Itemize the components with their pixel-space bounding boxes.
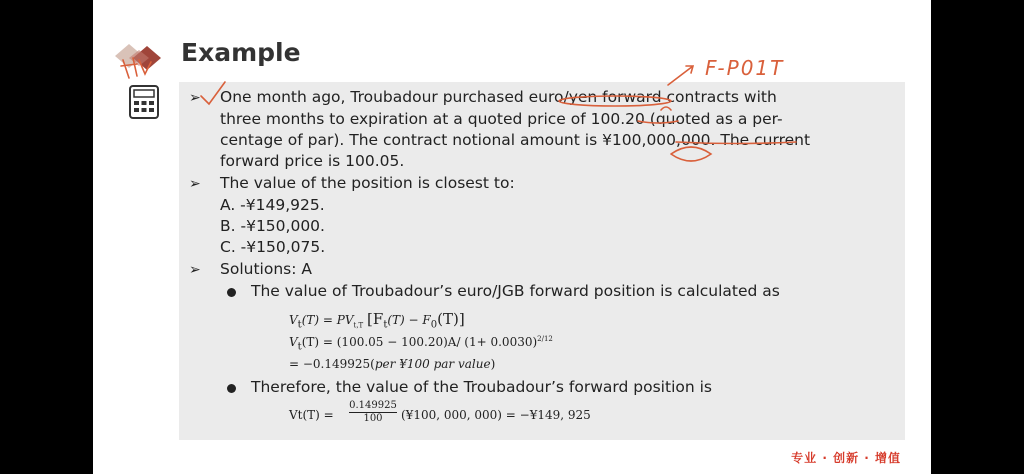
- equation-2: $V_t(T) = (100.05 - 100.20)A/$ $(1+ 0.0030)^{2/12}$: [289, 335, 553, 353]
- slide-title: Example: [181, 38, 301, 67]
- arrow-bullet-icon: ➢: [189, 262, 201, 278]
- handwritten-note: F-P01T: [705, 56, 785, 80]
- question-line-4: forward price is 100.05.: [220, 152, 405, 170]
- equation-1: $V_t(T) = PV_{t,T}$ $[F_t(T) - F_0(T)]$: [289, 310, 465, 331]
- arrow-bullet-icon: ➢: [189, 176, 201, 192]
- content-panel: [179, 82, 905, 440]
- calculator-icon: [129, 85, 159, 119]
- equation-3: = −0.149925(per ¥100 par value): [289, 357, 496, 371]
- option-a: A. -¥149,925.: [220, 196, 325, 214]
- equation-4-lhs: Vt(T) =: [289, 408, 334, 422]
- solution-text-2: Therefore, the value of the Troubadour’s forward position is: [251, 378, 712, 396]
- dot-bullet-icon: [227, 288, 236, 297]
- question-prompt: The value of the position is closest to:: [220, 174, 515, 192]
- equation-4-rhs: (¥100, 000, 000) = −¥149, 925: [401, 408, 591, 422]
- question-line-2: three months to expiration at a quoted price of 100.20 (quoted as a per-: [220, 110, 783, 128]
- question-line-1: One month ago, Troubadour purchased euro/yen forward contracts with: [220, 88, 777, 106]
- option-c: C. -¥150,075.: [220, 238, 326, 256]
- slide: [93, 0, 931, 474]
- dot-bullet-icon: [227, 384, 236, 393]
- arrow-bullet-icon: ➢: [189, 90, 201, 106]
- question-line-3: centage of par). The contract notional amount is ¥100,000,000. The current: [220, 131, 811, 149]
- footer-slogan: 专业 · 创新 · 增值: [791, 451, 901, 465]
- equation-4-fraction: $\frac{0.149925}{100}$: [349, 400, 397, 424]
- solution-text-1: The value of Troubadour’s euro/JGB forward position is calculated as: [251, 282, 780, 300]
- solutions-label: Solutions: A: [220, 260, 312, 278]
- title-diamond-icon: [113, 42, 173, 72]
- option-b: B. -¥150,000.: [220, 217, 325, 235]
